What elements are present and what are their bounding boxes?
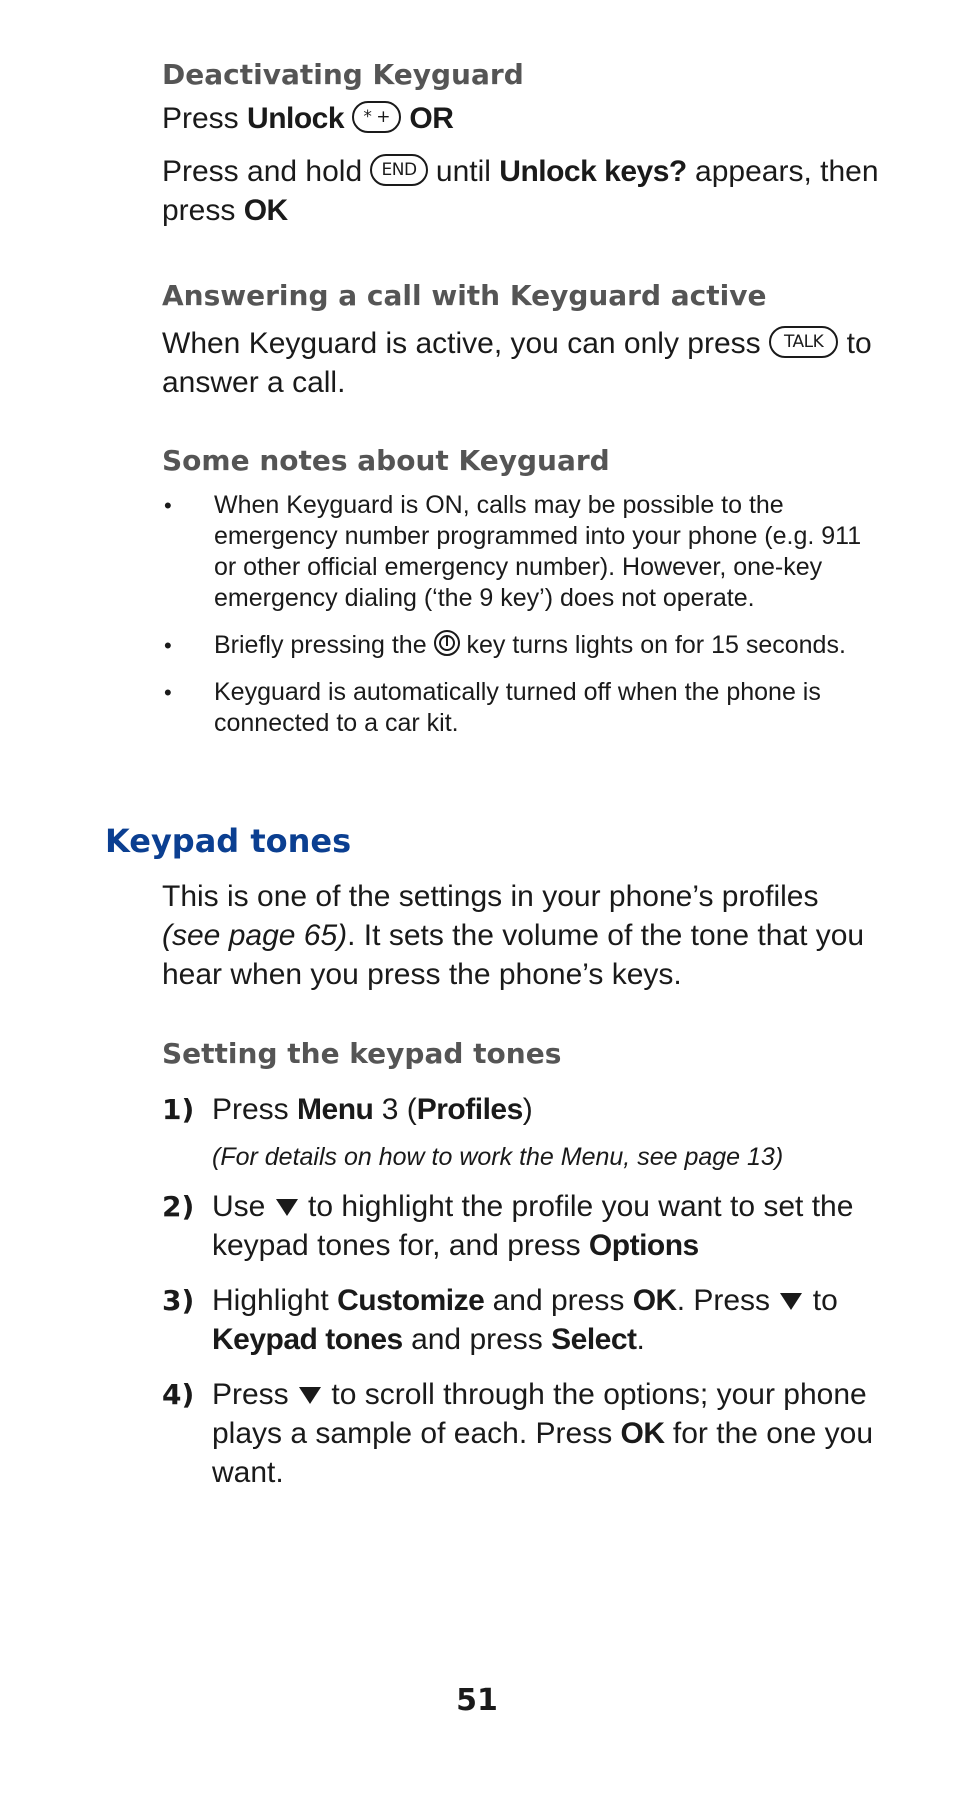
notes-section (162, 444, 882, 755)
profiles-label: Profiles (416, 1093, 523, 1126)
step-3: 3) Highlight Customize and press OK. Press to Keypad tones and press Select. (162, 1284, 838, 1356)
bullet-icon: • (164, 633, 172, 658)
ok-label: OK (632, 1284, 677, 1317)
end-key-icon: END (370, 154, 427, 186)
step-1: 1) Press Menu 3 (Profiles) (162, 1093, 533, 1126)
power-key-icon (434, 630, 460, 656)
page-number: 51 (456, 1683, 498, 1718)
keypad-tones-intro (162, 877, 882, 994)
select-label: Select (551, 1323, 637, 1356)
answering-text: When Keyguard is active, you can only press TALK to answer a call. (162, 327, 872, 399)
bullet-icon: • (164, 493, 172, 518)
answering-section (162, 279, 882, 402)
menu-label: Menu (297, 1093, 374, 1126)
down-arrow-icon (276, 1199, 298, 1216)
unlock-keys-label: Unlock keys? (499, 155, 687, 188)
step-4: 4) Press to scroll through the options; your phone plays a sample of each. Press OK for the one you want. (162, 1378, 874, 1489)
ok-label: OK (620, 1417, 665, 1450)
setting-heading: Setting the keypad tones (162, 1037, 562, 1070)
deactivating-line-2: Press and hold END until Unlock keys? appears, then press OK (162, 155, 879, 227)
bullet-icon: • (164, 680, 172, 705)
down-arrow-icon (299, 1387, 321, 1404)
keypad-tones-title: Keypad tones (105, 822, 352, 860)
list-item: • When Keyguard is ON, calls may be possible to the emergency number programmed into your phone (e.g. 911 or other official emergency number). However, one-key emergency dialing (‘the 9 key’) does not operate. (164, 491, 862, 612)
keypad-tones-label: Keypad tones (212, 1323, 403, 1356)
star-key-icon: * + (352, 101, 401, 133)
list-item: • Briefly pressing the key turns lights on for 15 seconds. (164, 631, 846, 659)
unlock-label: Unlock (247, 102, 345, 135)
notes-list (162, 490, 882, 739)
talk-key-icon: TALK (769, 326, 838, 358)
deactivating-heading: Deactivating Keyguard (162, 58, 524, 91)
options-label: Options (588, 1229, 699, 1262)
customize-label: Customize (337, 1284, 485, 1317)
notes-heading: Some notes about Keyguard (162, 444, 610, 477)
or-label: OR (409, 102, 454, 135)
ok-label: OK (243, 194, 288, 227)
deactivating-line-1: Press Unlock * + OR (162, 102, 454, 135)
list-item: • Keyguard is automatically turned off when the phone is connected to a car kit. (164, 678, 821, 737)
intro-paragraph: This is one of the settings in your phone’s profiles (see page 65). It sets the volume of the tone that you hear when you press the phone’s keys. (162, 880, 865, 991)
setting-section (162, 1037, 882, 1492)
deactivating-section (162, 58, 882, 230)
menu-note: (For details on how to work the Menu, see page 13) (212, 1143, 784, 1171)
answering-heading: Answering a call with Keyguard active (162, 279, 767, 312)
down-arrow-icon (780, 1293, 802, 1310)
step-2: 2) Use to highlight the profile you want to set the keypad tones for, and press Options (162, 1190, 854, 1262)
page-reference: (see page 65) (162, 919, 348, 952)
